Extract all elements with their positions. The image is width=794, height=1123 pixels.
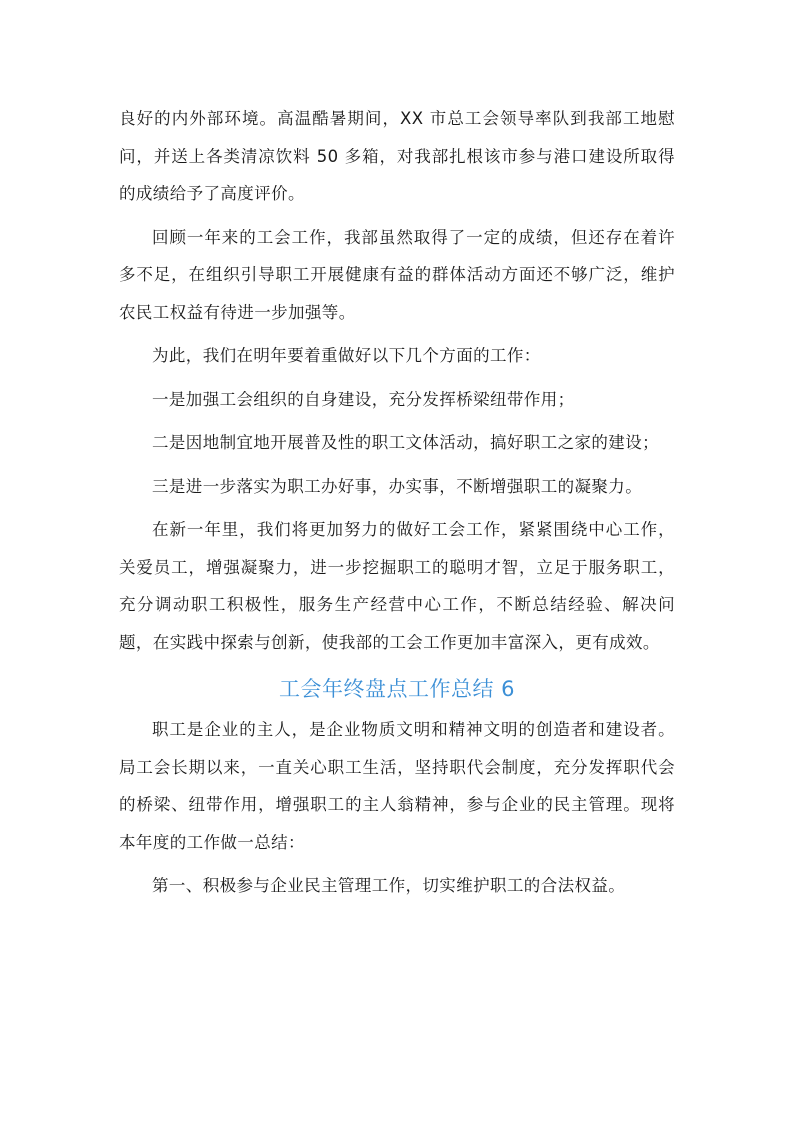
- list-item-second: 二是因地制宜地开展普及性的职工文体活动，搞好职工之家的建设；: [152, 433, 659, 452]
- paragraph-environment-closing: 良好的内外部环境。高温酷暑期间，XX 市总工会领导率队到我部工地慰问，并送上各类清凉饮料 50 多箱，对我部扎根该市参与港口建设所取得的成绩给予了高度评价。: [119, 109, 675, 203]
- section-heading: 工会年终盘点工作总结 6: [278, 677, 516, 701]
- paragraph-review: 回顾一年来的工会工作，我部虽然取得了一定的成绩，但还存在着许多不足，在组织引导职工开展健康有益的群体活动方面还不够广泛，维护农民工权益有待进一步加强等。: [119, 227, 675, 322]
- paragraph-section-one: 第一、积极参与企业民主管理工作，切实维护职工的合法权益。: [152, 876, 626, 895]
- document-body: [119, 100, 675, 911]
- paragraph-new-year: 在新一年里，我们将更加努力的做好工会工作，紧紧围绕中心工作，关爱员工，增强凝聚力，进一步挖掘职工的聪明才智，立足于服务职工，充分调动职工积极性，服务生产经营中心工作，不断总结经验、解决问题，在实践中探索与创新，使我部的工会工作更加丰富深入，更有成效。: [119, 520, 675, 652]
- paragraph-workers-intro: 职工是企业的主人，是企业物质文明和精神文明的创造者和建设者。局工会长期以来，一直关心职工生活，坚持职代会制度，充分发挥职代会的桥梁、纽带作用，增强职工的主人翁精神，参与企业的民主管理。现将本年度的工作做一总结：: [119, 720, 675, 852]
- list-item-third: 三是进一步落实为职工办好事，办实事，不断增强职工的凝聚力。: [152, 476, 643, 496]
- list-item-first: 一是加强工会组织的自身建设，充分发挥桥梁纽带作用；: [152, 389, 575, 409]
- paragraph-next-year-intro: 为此，我们在明年要着重做好以下几个方面的工作：: [152, 346, 541, 365]
